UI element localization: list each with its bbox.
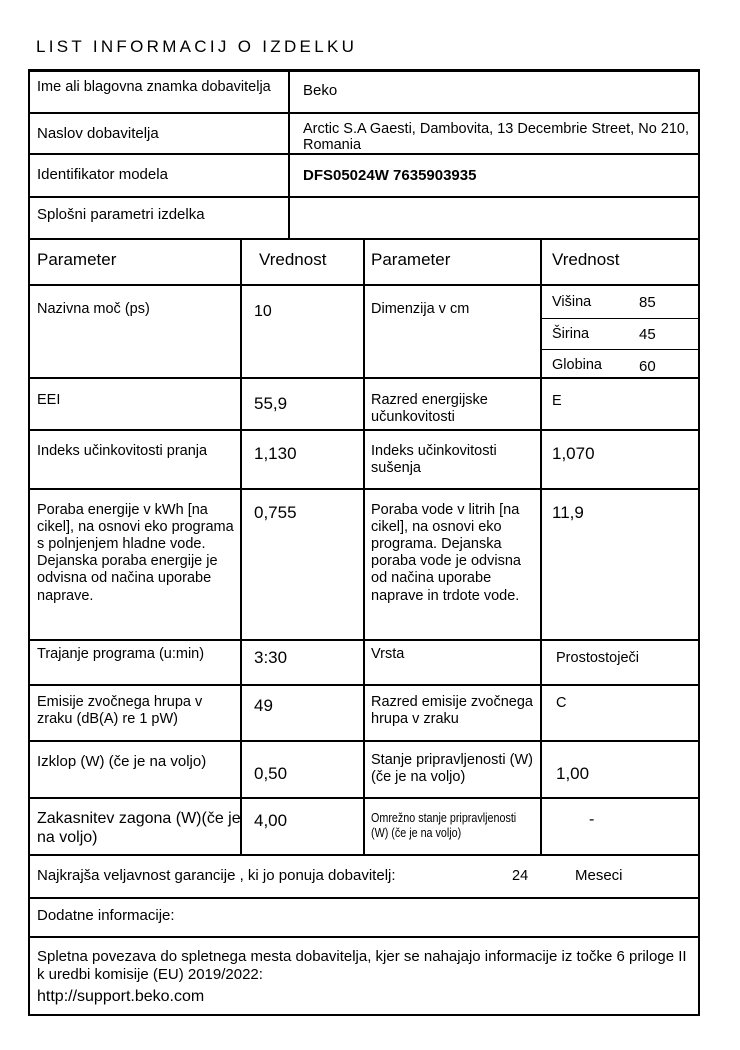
supplier-address-line2: Romania (303, 137, 362, 153)
energy-consumption-value: 0,755 (254, 503, 297, 522)
noise-emission-label: Emisije zvočnega hrupa v zraku (dB(A) re 1 pW) (37, 694, 203, 728)
row-divider (28, 897, 700, 899)
row-divider (28, 196, 700, 198)
dimension-depth-label: Globina (552, 357, 602, 373)
eei-label: EEI (37, 392, 61, 408)
cleaning-index-value: 1,130 (254, 444, 297, 463)
guarantee-value: 24 (512, 868, 529, 884)
dimension-height-value: 85 (639, 294, 656, 311)
dimension-divider (541, 349, 700, 350)
row-divider (28, 112, 700, 114)
dimension-height-label: Višina (552, 294, 592, 310)
page-title: LIST INFORMACIJ O IZDELKU (36, 37, 358, 56)
header-value-1: Vrednost (259, 250, 327, 269)
supplier-address-label: Naslov dobavitelja (37, 125, 159, 142)
program-duration-label: Trajanje programa (u:min) (37, 646, 205, 662)
energy-class-value: E (552, 393, 562, 409)
off-mode-value: 0,50 (254, 764, 288, 783)
header-parameter-1: Parameter (37, 250, 117, 269)
support-link[interactable]: http://support.beko.com (37, 988, 205, 1005)
model-identifier-label: Identifikator modela (37, 166, 168, 183)
supplier-address-line1: Arctic S.A Gaesti, Dambovita, 13 Decembrie Street, No 210, (303, 121, 690, 137)
supplier-name-label: Ime ali blagovna znamka dobavitelja (37, 79, 271, 95)
type-label: Vrsta (371, 646, 405, 662)
guarantee-unit: Meseci (575, 867, 623, 884)
column-divider (363, 238, 365, 856)
additional-info-label: Dodatne informacije: (37, 907, 175, 924)
networked-standby-label: Omrežno stanje pripravljenosti (W) (če je na voljo) (371, 811, 517, 840)
energy-consumption-label: Poraba energije v kWh [na cikel], na osnovi eko programa s polnjenjem hladne vode. Dejanska poraba energije je odvisna od načina uporabe naprave. (37, 502, 234, 604)
dimension-depth-value: 60 (639, 358, 656, 375)
noise-class-label: Razred emisije zvočnega hrupa v zraku (371, 694, 533, 728)
type-value: Prostostoječi (556, 650, 640, 666)
rated-capacity-value: 10 (254, 303, 272, 320)
drying-index-label: Indeks učinkovitosti sušenja (371, 443, 497, 477)
cleaning-index-label: Indeks učinkovitosti pranja (37, 443, 208, 459)
off-mode-label: Izklop (W) (če je na voljo) (37, 753, 207, 770)
standby-mode-value: 1,00 (556, 764, 590, 783)
standby-mode-label: Stanje pripravljenosti (W) (če je na voljo) (371, 752, 533, 786)
header-parameter-2: Parameter (371, 250, 451, 269)
dimensions-label: Dimenzija v cm (371, 301, 470, 317)
water-consumption-label: Poraba vode v litrih [na cikel], na osnovi eko programa. Dejanska poraba vode je odvisna od načina uporabe naprave in trdote vode. (371, 502, 521, 604)
water-consumption-value: 11,9 (552, 503, 584, 522)
noise-emission-value: 49 (254, 696, 273, 715)
delay-start-label: Zakasnitev zagona (W)(če je na voljo) (37, 810, 241, 846)
header-value-2: Vrednost (552, 250, 620, 269)
dimension-width-label: Širina (552, 326, 590, 342)
column-divider (288, 69, 290, 240)
model-identifier-value: DFS05024W 7635903935 (303, 167, 477, 184)
energy-class-label: Razred energijske učunkovitosti (371, 392, 488, 426)
program-duration-value: 3:30 (254, 648, 288, 667)
delay-start-value: 4,00 (254, 811, 288, 830)
dimension-width-value: 45 (639, 326, 656, 343)
dimension-divider (541, 318, 700, 319)
networked-standby-value: - (589, 811, 595, 828)
row-divider (28, 936, 700, 938)
drying-index-value: 1,070 (552, 444, 595, 463)
eei-value: 55,9 (254, 394, 288, 413)
general-parameters-label: Splošni parametri izdelka (37, 206, 205, 223)
row-divider (28, 153, 700, 155)
supplier-name-value: Beko (303, 82, 338, 99)
rated-capacity-label: Nazivna moč (ps) (37, 301, 150, 317)
weblink-description: Spletna povezava do spletnega mesta dobavitelja, kjer se nahajajo informacije iz točke 6 priloge II k uredbi komisije (EU) 2019/2022: (37, 948, 687, 983)
guarantee-label: Najkrajša veljavnost garancije , ki jo ponuja dobavitelj: (37, 867, 396, 884)
noise-class-value: C (556, 695, 567, 711)
